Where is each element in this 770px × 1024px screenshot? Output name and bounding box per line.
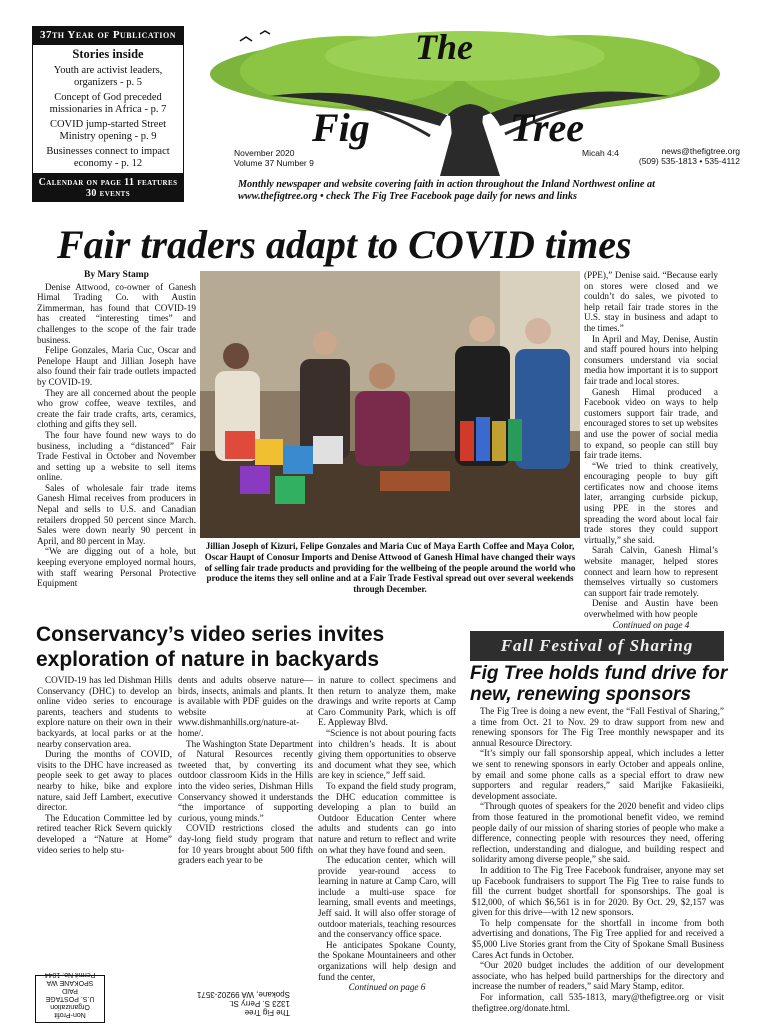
- paragraph: in nature to collect specimens and then return to analyze them, make drawings and write reports at Camp Caro Community Park, which is off E. Appleway Blvd.: [318, 675, 456, 728]
- permit-line: U.S. POSTAGE: [45, 995, 95, 1002]
- paragraph: The four have found new ways to do business, including a “distanced” Fair Trade Festival in October and November and setting up a website to sell items online.: [37, 429, 196, 483]
- issue-date: November 2020: [234, 148, 295, 158]
- story-teaser[interactable]: Businesses connect to impact economy - p. 12: [46, 146, 170, 169]
- continued-link[interactable]: Continued on page 6: [348, 982, 426, 993]
- paragraph: “We tried to think creatively, encouraging people to buy gift certificates now and choose items later, arranging curbside pickup, using PPE in the stores and spreading the word about local fair trade stores they could support virtually,” she said.: [584, 460, 718, 545]
- permit-line: PAID: [62, 987, 78, 994]
- permit-line: Organization: [50, 1003, 90, 1010]
- paragraph: Sarah Calvin, Ganesh Himal’s website manager, helped stores connect and learn how to represent themselves virtually so customers can support fair trade remotely.: [584, 545, 718, 598]
- contact-email[interactable]: news@thefigtree.org: [661, 146, 740, 156]
- postage-permit-box: [35, 971, 105, 1023]
- paragraph: He anticipates Spokane County, the Spokane Mountaineers and other organizations will help design and fund the center,: [318, 939, 456, 982]
- masthead-tree: Tree: [510, 105, 585, 150]
- conservancy-column-2: [178, 675, 313, 866]
- address-line: The Fig Tree: [244, 1008, 290, 1017]
- year-of-publication: 37th Year of Publication: [32, 26, 184, 44]
- paragraph: Felipe Gonzales, Maria Cuc, Oscar and Penelope Haupt and Jillian Joseph have also found their fair trade outlets impacted by COVID-19.: [37, 345, 196, 387]
- story-teaser[interactable]: Concept of God preceded missionaries in Africa - p. 7: [49, 92, 167, 115]
- conservancy-column-1: [37, 675, 172, 855]
- festival-headline: Fig Tree holds fund drive for new, renewing sponsors: [470, 663, 728, 705]
- paragraph: (PPE),” Denise said. “Because early on stores were closed and we couldn’t do sales, we pivoted to help retail fair trade stores in the U.S. stay in business and adapt to the times.”: [584, 270, 718, 333]
- paragraph: The education center, which will provide year-round access to learning in nature at Camp Caro, will include a multi-use space for learning, small events and meetings, Jeff said. It will also offer storage of outdoor materials, teaching resources and the conservancy office space.: [318, 855, 456, 940]
- address-line: Spokane, WA 99202-3571: [196, 990, 290, 999]
- fair-traders-photo: [200, 271, 580, 538]
- photo-caption: Jillian Joseph of Kizuri, Felipe Gonzales and Maria Cuc of Maya Earth Coffee and Maya Color, Oscar Haupt of Conosur Imports and Denise Attwood of Ganesh Himal have changed their ways of selling fair trade products and providing for the wellbeing of the people around the world who produce the items they sell online and at a Fair Trade Festival spread out over several weekends through December.: [204, 541, 576, 595]
- paragraph: COVID restrictions closed the day-long field study program that for 10 years brought about 500 fifth graders each year to be: [178, 823, 313, 866]
- lead-story-right-column: [584, 270, 718, 630]
- paragraph: “We are digging out of a hole, but keeping everyone employed normal hours, with staff wearing Personal Protective Equipment: [37, 546, 196, 589]
- masthead-the: The: [415, 27, 473, 67]
- paragraph: “Through quotes of speakers for the 2020 benefit and video clips from those featured in the promotional benefit video, we remind people daily of our mission of sharing stories of people who make a difference, connecting people with resources they need, offering reflection, understanding and dialogue, and building respect and solidarity among diverse people,” she said.: [472, 801, 724, 865]
- stories-inside-title: Stories inside: [72, 47, 144, 61]
- stories-box: [32, 44, 184, 174]
- contact-info: [620, 146, 740, 166]
- lead-story-left-column: [37, 270, 196, 589]
- calendar-notice[interactable]: Calendar on page 11 features 30 events: [32, 174, 184, 202]
- permit-line: SPOKANE WA: [46, 979, 94, 986]
- contact-phone: (509) 535-1813 • 535-4112: [638, 156, 740, 166]
- paragraph: Denise Attwood, co-owner of Ganesh Himal Trading Co. with Austin Zimmerman, has found that COVID-19 has created “interesting times” and challenges to the scope of the fair trade business.: [37, 281, 196, 345]
- story-teaser[interactable]: Youth are activist leaders, organizers - p. 5: [53, 65, 163, 88]
- permit-line: Permit No. 1044: [44, 971, 96, 978]
- paragraph: Sales of wholesale fair trade items Ganesh Himal receives from producers in Nepal and sells to U.S. and Canadian retailers dropped 50 percent since March. Sales were down nearly 90 percent in April, and 80 percent in May.: [37, 482, 196, 546]
- stories-inside-sidebar: [32, 26, 184, 212]
- address-line: 1323 S. Perry St.: [229, 999, 290, 1008]
- paragraph: To help compensate for the shortfall in income from both advertising and donations, The Fig Tree applied for and received a $5,000 Live Stories grant from the City of Spokane Small Business Cares Act funds in October.: [472, 917, 724, 960]
- paragraph: They are all concerned about the people who grow coffee, weave textiles, and create the fair trade crafts, arts, ceramics, clothing and gifts they sell.: [37, 387, 196, 430]
- paragraph: Denise and Austin have been overwhelmed with how people: [584, 598, 718, 619]
- paragraph: “It’s simply our fall sponsorship appeal, which includes a letter we sent to renewing sponsors in early October and appeals online, by email and some phone calls as a special effort to draw new supporters and regular readers,” said Marijke Fakasiieiki, development associate.: [472, 748, 724, 801]
- lead-headline: Fair traders adapt to COVID times: [57, 222, 632, 267]
- paragraph: The Fig Tree is doing a new event, the “Fall Festival of Sharing,” a time from Oct. 21 to Nov. 29 to draw support from new and renewing sponsors for The Fig Tree monthly newspaper and its annual Resource Directory.: [472, 706, 724, 748]
- micah-verse: Micah 4:4: [582, 148, 619, 158]
- paragraph: Ganesh Himal produced a Facebook video on ways to help customers support fair trade, and encouraged stores to set up websites and use the power of social media to expand, so people can still buy fair trade items.: [584, 386, 718, 461]
- issue-info: [234, 148, 354, 168]
- paragraph: During the months of COVID, visits to the DHC have increased as people seek to get away to places nearby to hike, bike and explore nature, said Jeff Lambert, executive director.: [37, 749, 172, 813]
- story-teaser[interactable]: COVID jump-started Street Ministry opening - p. 9: [49, 119, 167, 142]
- paragraph: In addition to The Fig Tree Facebook fundraiser, anyone may set up Facebook fundraisers to support The Fig Tree to raise funds to fill the current budget shortfall for sponsorships. The goal is $12,000, of which $6,561 is in for 2020. By Oct. 29, $2,157 was given for this drive—with 12 new sponsors.: [472, 864, 724, 918]
- paragraph: To expand the field study program, the DHC education committee is developing a plan to build an Outdoor Education Center where adults and students can go into nature and return to reflect and write on what they have found and seen.: [318, 780, 456, 855]
- fig-tree-masthead: [200, 26, 740, 176]
- paragraph: In April and May, Denise, Austin and staff poured hours into helping consumers understand via social media how important it is to support fair trade and local stores.: [584, 333, 718, 386]
- byline: By Mary Stamp: [84, 270, 149, 280]
- return-address: [180, 990, 290, 1017]
- paragraph: For information, call 535-1813, mary@thefigtree.org or visit thefigtree.org/donate.html.: [472, 992, 724, 1013]
- continued-link[interactable]: Continued on page 4: [612, 619, 690, 630]
- festival-story-body: [472, 706, 724, 1013]
- paragraph: The Education Committee led by retired teacher Rick Severn quickly developed a “Nature at Home” video series to help stu-: [37, 812, 172, 855]
- paragraph: The Washington State Department of Natural Resources recently tweeted that, by converting its outdoor classroom Kids in the Hills into the video series, Dishman Hills Conservancy showed it understands “the importance of supporting curious, young minds.”: [178, 738, 313, 823]
- conservancy-column-3: [318, 675, 456, 993]
- issue-volume: Volume 37 Number 9: [234, 158, 314, 168]
- conservancy-headline: Conservancy’s video series invites exploration of nature in backyards: [36, 623, 385, 671]
- paragraph: “Our 2020 budget includes the addition of our development associate, who has helped build partnerships for the directory and increase the number of readers,” said Mary Stamp, editor.: [472, 960, 724, 992]
- paragraph: “Science is not about pouring facts into children’s heads. It is about giving them opportunities to observe and document what they see, which are key in science,” Jeff said.: [318, 727, 456, 781]
- paragraph: dents and adults observe nature—birds, insects, animals and plants. It is available with PDF guides on the website at www.dishmanhills.org/nature-at-home/.: [178, 675, 313, 738]
- masthead-tagline: Monthly newspaper and website covering faith in action throughout the Inland Northwest online at www.thefigtree.org • check The Fig Tree Facebook page daily for news and links: [238, 179, 655, 202]
- fall-festival-banner: Fall Festival of Sharing: [470, 631, 724, 661]
- paragraph: COVID-19 has led Dishman Hills Conservancy (DHC) to develop an online video series to encourage parents, teachers and students to explore nature on their own in their backyards, at local parks or at the nearby conservation area.: [37, 675, 172, 749]
- masthead-fig: Fig: [312, 105, 370, 150]
- permit-line: Non-Profit: [54, 1011, 86, 1018]
